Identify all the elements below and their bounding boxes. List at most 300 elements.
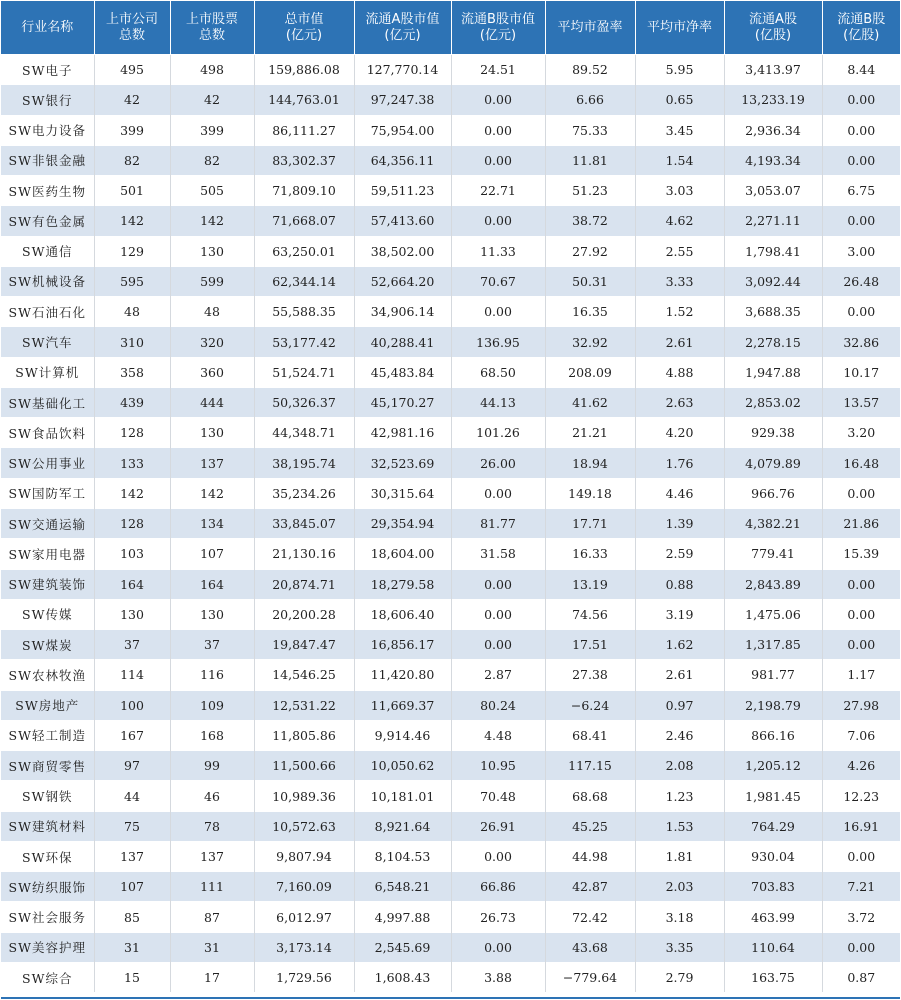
value-cell: 99: [170, 751, 254, 781]
table-row: [1, 176, 900, 206]
value-cell: 32,523.69: [354, 448, 451, 478]
value-cell: 27.98: [822, 690, 900, 720]
value-cell: 44,348.71: [254, 418, 354, 448]
value-cell: 10,989.36: [254, 781, 354, 811]
value-cell: 4,193.34: [724, 145, 822, 175]
value-cell: 45,170.27: [354, 387, 451, 417]
value-cell: 2,278.15: [724, 327, 822, 357]
value-cell: 1,205.12: [724, 751, 822, 781]
value-cell: 358: [94, 357, 170, 387]
value-cell: 168: [170, 720, 254, 750]
industry-name-cell: SW美容护理: [1, 932, 94, 962]
table-row: [1, 872, 900, 902]
value-cell: 32.92: [545, 327, 635, 357]
value-cell: 33,845.07: [254, 508, 354, 538]
column-header: 流通A股市值 (亿元): [354, 1, 451, 55]
value-cell: 2.59: [635, 539, 724, 569]
table-row: [1, 630, 900, 660]
value-cell: 68.41: [545, 720, 635, 750]
column-header: 上市公司 总数: [94, 1, 170, 55]
value-cell: 930.04: [724, 841, 822, 871]
value-cell: 22.71: [451, 176, 545, 206]
value-cell: 599: [170, 266, 254, 296]
value-cell: 3.19: [635, 599, 724, 629]
value-cell: 1,729.56: [254, 962, 354, 992]
value-cell: 495: [94, 55, 170, 85]
table-row: [1, 448, 900, 478]
value-cell: 1,475.06: [724, 599, 822, 629]
table-row: [1, 599, 900, 629]
value-cell: 78: [170, 811, 254, 841]
value-cell: 63,250.01: [254, 236, 354, 266]
value-cell: 111: [170, 872, 254, 902]
value-cell: 866.16: [724, 720, 822, 750]
value-cell: 45.25: [545, 811, 635, 841]
value-cell: 0.00: [822, 115, 900, 145]
value-cell: 0.00: [822, 145, 900, 175]
value-cell: 40,288.41: [354, 327, 451, 357]
table-row: [1, 690, 900, 720]
value-cell: 779.41: [724, 539, 822, 569]
value-cell: 4,079.89: [724, 448, 822, 478]
value-cell: 116: [170, 660, 254, 690]
value-cell: 3,053.07: [724, 176, 822, 206]
value-cell: 44.13: [451, 387, 545, 417]
industry-name-cell: SW建筑装饰: [1, 569, 94, 599]
industry-name-cell: SW商贸零售: [1, 751, 94, 781]
value-cell: 2,936.34: [724, 115, 822, 145]
value-cell: 44: [94, 781, 170, 811]
value-cell: 26.73: [451, 902, 545, 932]
value-cell: 1.52: [635, 297, 724, 327]
value-cell: 142: [170, 206, 254, 236]
value-cell: 0.00: [451, 145, 545, 175]
value-cell: 2.61: [635, 660, 724, 690]
value-cell: 13,233.19: [724, 85, 822, 115]
value-cell: 31: [94, 932, 170, 962]
value-cell: 41.62: [545, 387, 635, 417]
value-cell: 2.79: [635, 962, 724, 992]
value-cell: 57,413.60: [354, 206, 451, 236]
value-cell: 68.50: [451, 357, 545, 387]
value-cell: 8,921.64: [354, 811, 451, 841]
value-cell: 103: [94, 539, 170, 569]
value-cell: 30,315.64: [354, 478, 451, 508]
industry-name-cell: SW机械设备: [1, 266, 94, 296]
value-cell: 1.39: [635, 508, 724, 538]
value-cell: 1.62: [635, 630, 724, 660]
table-row: [1, 266, 900, 296]
value-cell: 2.61: [635, 327, 724, 357]
value-cell: 498: [170, 55, 254, 85]
value-cell: 10,572.63: [254, 811, 354, 841]
column-header: 流通A股 (亿股): [724, 1, 822, 55]
value-cell: 2.03: [635, 872, 724, 902]
table-row: [1, 660, 900, 690]
value-cell: 2,271.11: [724, 206, 822, 236]
value-cell: 38.72: [545, 206, 635, 236]
value-cell: 11,669.37: [354, 690, 451, 720]
value-cell: 31: [170, 932, 254, 962]
value-cell: 42: [170, 85, 254, 115]
value-cell: 50,326.37: [254, 387, 354, 417]
value-cell: 3.00: [822, 236, 900, 266]
value-cell: 0.00: [822, 85, 900, 115]
value-cell: 2.46: [635, 720, 724, 750]
value-cell: 19,847.47: [254, 630, 354, 660]
value-cell: 3,173.14: [254, 932, 354, 962]
value-cell: 0.00: [451, 206, 545, 236]
value-cell: 142: [94, 206, 170, 236]
value-cell: 444: [170, 387, 254, 417]
value-cell: 18.94: [545, 448, 635, 478]
value-cell: 34,906.14: [354, 297, 451, 327]
value-cell: 4.46: [635, 478, 724, 508]
industry-name-cell: SW社会服务: [1, 902, 94, 932]
column-header: 流通B股 (亿股): [822, 1, 900, 55]
value-cell: 80.24: [451, 690, 545, 720]
industry-name-cell: SW环保: [1, 841, 94, 871]
value-cell: 1.76: [635, 448, 724, 478]
value-cell: 1,947.88: [724, 357, 822, 387]
value-cell: 3,688.35: [724, 297, 822, 327]
value-cell: 142: [170, 478, 254, 508]
table-row: [1, 297, 900, 327]
value-cell: 0.87: [822, 962, 900, 992]
value-cell: 42: [94, 85, 170, 115]
column-header: 平均市净率: [635, 1, 724, 55]
industry-name-cell: SW交通运输: [1, 508, 94, 538]
value-cell: 21.86: [822, 508, 900, 538]
value-cell: 137: [170, 841, 254, 871]
value-cell: 71,809.10: [254, 176, 354, 206]
table-row: [1, 55, 900, 85]
value-cell: 86,111.27: [254, 115, 354, 145]
value-cell: 101.26: [451, 418, 545, 448]
value-cell: 0.00: [451, 85, 545, 115]
value-cell: 117.15: [545, 751, 635, 781]
value-cell: 16.33: [545, 539, 635, 569]
value-cell: 15: [94, 962, 170, 992]
value-cell: 15.39: [822, 539, 900, 569]
value-cell: 7.06: [822, 720, 900, 750]
value-cell: 17: [170, 962, 254, 992]
value-cell: 50.31: [545, 266, 635, 296]
value-cell: 70.67: [451, 266, 545, 296]
value-cell: 5.95: [635, 55, 724, 85]
value-cell: 3,092.44: [724, 266, 822, 296]
value-cell: 3.33: [635, 266, 724, 296]
value-cell: 2,545.69: [354, 932, 451, 962]
value-cell: 70.48: [451, 781, 545, 811]
value-cell: 87: [170, 902, 254, 932]
table-row: [1, 478, 900, 508]
value-cell: 1.54: [635, 145, 724, 175]
table-row: [1, 508, 900, 538]
value-cell: −779.64: [545, 962, 635, 992]
value-cell: 26.00: [451, 448, 545, 478]
value-cell: 320: [170, 327, 254, 357]
industry-name-cell: SW国防军工: [1, 478, 94, 508]
table-row: [1, 327, 900, 357]
value-cell: −6.24: [545, 690, 635, 720]
column-header: 流通B股市值 (亿元): [451, 1, 545, 55]
value-cell: 1.81: [635, 841, 724, 871]
value-cell: 10,050.62: [354, 751, 451, 781]
value-cell: 0.00: [822, 478, 900, 508]
value-cell: 97,247.38: [354, 85, 451, 115]
value-cell: 20,200.28: [254, 599, 354, 629]
value-cell: 29,354.94: [354, 508, 451, 538]
value-cell: 74.56: [545, 599, 635, 629]
table-row: [1, 206, 900, 236]
table-row: [1, 418, 900, 448]
value-cell: 0.00: [451, 297, 545, 327]
value-cell: 2.63: [635, 387, 724, 417]
value-cell: 8,104.53: [354, 841, 451, 871]
value-cell: 81.77: [451, 508, 545, 538]
value-cell: 6.66: [545, 85, 635, 115]
value-cell: 66.86: [451, 872, 545, 902]
value-cell: 399: [94, 115, 170, 145]
value-cell: 31.58: [451, 539, 545, 569]
value-cell: 17.51: [545, 630, 635, 660]
value-cell: 142: [94, 478, 170, 508]
value-cell: 3,413.97: [724, 55, 822, 85]
industry-name-cell: SW公用事业: [1, 448, 94, 478]
value-cell: 85: [94, 902, 170, 932]
value-cell: 4.20: [635, 418, 724, 448]
value-cell: 1,981.45: [724, 781, 822, 811]
value-cell: 46: [170, 781, 254, 811]
industry-name-cell: SW家用电器: [1, 539, 94, 569]
value-cell: 72.42: [545, 902, 635, 932]
industry-name-cell: SW石油石化: [1, 297, 94, 327]
value-cell: 53,177.42: [254, 327, 354, 357]
value-cell: 0.00: [451, 841, 545, 871]
value-cell: 2,843.89: [724, 569, 822, 599]
table-row: [1, 569, 900, 599]
table-row: [1, 539, 900, 569]
value-cell: 136.95: [451, 327, 545, 357]
value-cell: 26.91: [451, 811, 545, 841]
value-cell: 14,546.25: [254, 660, 354, 690]
value-cell: 0.00: [822, 932, 900, 962]
value-cell: 21.21: [545, 418, 635, 448]
value-cell: 42,981.16: [354, 418, 451, 448]
value-cell: 129: [94, 236, 170, 266]
value-cell: 167: [94, 720, 170, 750]
value-cell: 16.35: [545, 297, 635, 327]
value-cell: 595: [94, 266, 170, 296]
value-cell: 75,954.00: [354, 115, 451, 145]
value-cell: 68.68: [545, 781, 635, 811]
industry-name-cell: SW综合: [1, 962, 94, 992]
value-cell: 505: [170, 176, 254, 206]
column-header: 总市值 (亿元): [254, 1, 354, 55]
value-cell: 3.72: [822, 902, 900, 932]
table-row: [1, 751, 900, 781]
industry-name-cell: SW农林牧渔: [1, 660, 94, 690]
industry-name-cell: SW医药生物: [1, 176, 94, 206]
value-cell: 0.00: [822, 569, 900, 599]
value-cell: 11.33: [451, 236, 545, 266]
value-cell: 1.23: [635, 781, 724, 811]
value-cell: 134: [170, 508, 254, 538]
industry-name-cell: SW银行: [1, 85, 94, 115]
value-cell: 37: [94, 630, 170, 660]
value-cell: 501: [94, 176, 170, 206]
column-header: 行业名称: [1, 1, 94, 55]
value-cell: 130: [170, 236, 254, 266]
value-cell: 13.19: [545, 569, 635, 599]
value-cell: 20,874.71: [254, 569, 354, 599]
value-cell: 130: [170, 599, 254, 629]
value-cell: 137: [94, 841, 170, 871]
value-cell: 130: [94, 599, 170, 629]
value-cell: 128: [94, 418, 170, 448]
table-row: [1, 720, 900, 750]
industry-name-cell: SW传媒: [1, 599, 94, 629]
value-cell: 0.00: [822, 841, 900, 871]
industry-name-cell: SW钢铁: [1, 781, 94, 811]
industry-name-cell: SW汽车: [1, 327, 94, 357]
industry-market-table: [1, 1, 900, 992]
value-cell: 48: [94, 297, 170, 327]
value-cell: 59,511.23: [354, 176, 451, 206]
value-cell: 55,588.35: [254, 297, 354, 327]
table-row: [1, 357, 900, 387]
value-cell: 0.00: [822, 297, 900, 327]
table-row: [1, 387, 900, 417]
value-cell: 0.00: [451, 569, 545, 599]
value-cell: 144,763.01: [254, 85, 354, 115]
value-cell: 11.81: [545, 145, 635, 175]
value-cell: 12,531.22: [254, 690, 354, 720]
industry-name-cell: SW基础化工: [1, 387, 94, 417]
value-cell: 3.18: [635, 902, 724, 932]
value-cell: 35,234.26: [254, 478, 354, 508]
industry-name-cell: SW纺织服饰: [1, 872, 94, 902]
table-row: [1, 236, 900, 266]
value-cell: 1,798.41: [724, 236, 822, 266]
value-cell: 13.57: [822, 387, 900, 417]
value-cell: 51,524.71: [254, 357, 354, 387]
value-cell: 9,914.46: [354, 720, 451, 750]
value-cell: 2.87: [451, 660, 545, 690]
value-cell: 44.98: [545, 841, 635, 871]
industry-name-cell: SW电子: [1, 55, 94, 85]
value-cell: 208.09: [545, 357, 635, 387]
value-cell: 45,483.84: [354, 357, 451, 387]
value-cell: 966.76: [724, 478, 822, 508]
table-row: [1, 115, 900, 145]
value-cell: 1,608.43: [354, 962, 451, 992]
value-cell: 463.99: [724, 902, 822, 932]
value-cell: 62,344.14: [254, 266, 354, 296]
value-cell: 100: [94, 690, 170, 720]
value-cell: 764.29: [724, 811, 822, 841]
value-cell: 11,805.86: [254, 720, 354, 750]
value-cell: 27.38: [545, 660, 635, 690]
value-cell: 1,317.85: [724, 630, 822, 660]
value-cell: 137: [170, 448, 254, 478]
industry-name-cell: SW非银金融: [1, 145, 94, 175]
value-cell: 439: [94, 387, 170, 417]
value-cell: 0.00: [451, 115, 545, 145]
value-cell: 149.18: [545, 478, 635, 508]
value-cell: 27.92: [545, 236, 635, 266]
table-row: [1, 902, 900, 932]
value-cell: 1.53: [635, 811, 724, 841]
value-cell: 929.38: [724, 418, 822, 448]
value-cell: 164: [170, 569, 254, 599]
value-cell: 981.77: [724, 660, 822, 690]
value-cell: 0.00: [451, 630, 545, 660]
value-cell: 4,382.21: [724, 508, 822, 538]
value-cell: 128: [94, 508, 170, 538]
value-cell: 110.64: [724, 932, 822, 962]
value-cell: 0.97: [635, 690, 724, 720]
value-cell: 0.00: [822, 599, 900, 629]
value-cell: 7,160.09: [254, 872, 354, 902]
column-header: 上市股票 总数: [170, 1, 254, 55]
value-cell: 114: [94, 660, 170, 690]
value-cell: 159,886.08: [254, 55, 354, 85]
value-cell: 71,668.07: [254, 206, 354, 236]
value-cell: 75: [94, 811, 170, 841]
value-cell: 12.23: [822, 781, 900, 811]
table-body: [1, 55, 900, 993]
value-cell: 16.48: [822, 448, 900, 478]
value-cell: 4,997.88: [354, 902, 451, 932]
value-cell: 52,664.20: [354, 266, 451, 296]
value-cell: 4.48: [451, 720, 545, 750]
value-cell: 48: [170, 297, 254, 327]
value-cell: 2,853.02: [724, 387, 822, 417]
value-cell: 82: [170, 145, 254, 175]
value-cell: 2,198.79: [724, 690, 822, 720]
value-cell: 0.00: [451, 932, 545, 962]
value-cell: 1.17: [822, 660, 900, 690]
value-cell: 2.08: [635, 751, 724, 781]
value-cell: 6.75: [822, 176, 900, 206]
table-row: [1, 962, 900, 992]
value-cell: 3.20: [822, 418, 900, 448]
value-cell: 38,195.74: [254, 448, 354, 478]
value-cell: 164: [94, 569, 170, 599]
value-cell: 16.91: [822, 811, 900, 841]
table-row: [1, 932, 900, 962]
value-cell: 97: [94, 751, 170, 781]
industry-name-cell: SW食品饮料: [1, 418, 94, 448]
table-row: [1, 145, 900, 175]
value-cell: 43.68: [545, 932, 635, 962]
value-cell: 8.44: [822, 55, 900, 85]
value-cell: 2.55: [635, 236, 724, 266]
value-cell: 38,502.00: [354, 236, 451, 266]
value-cell: 3.88: [451, 962, 545, 992]
value-cell: 107: [170, 539, 254, 569]
industry-name-cell: SW建筑材料: [1, 811, 94, 841]
table-row: [1, 811, 900, 841]
value-cell: 24.51: [451, 55, 545, 85]
table-row: [1, 841, 900, 871]
industry-name-cell: SW计算机: [1, 357, 94, 387]
value-cell: 4.88: [635, 357, 724, 387]
value-cell: 18,604.00: [354, 539, 451, 569]
value-cell: 107: [94, 872, 170, 902]
